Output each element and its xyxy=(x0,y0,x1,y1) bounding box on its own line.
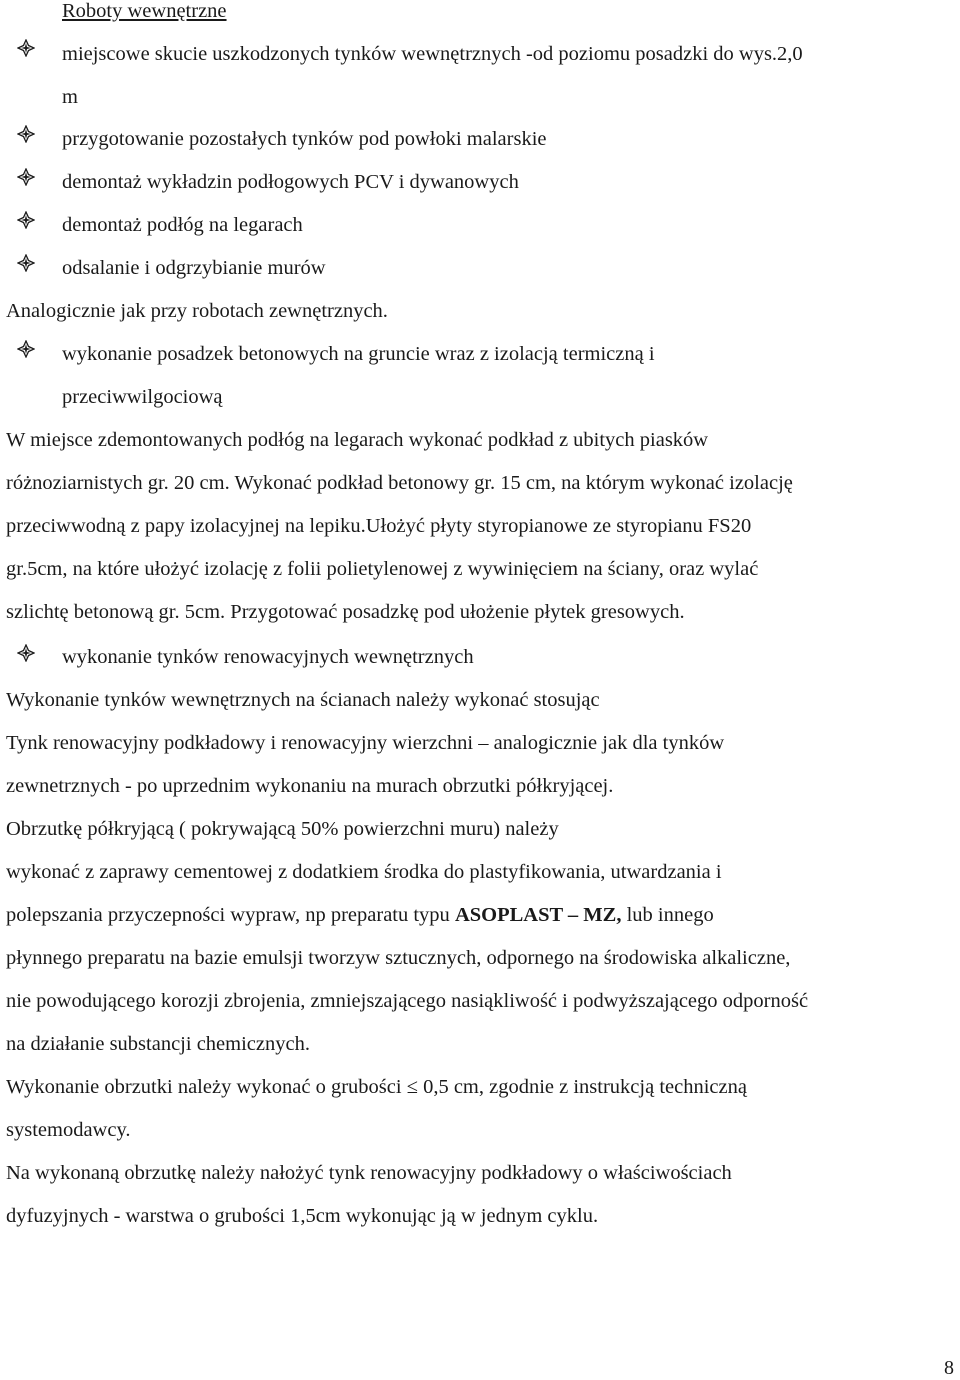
paragraph-2-line: zewnetrznych - po uprzednim wykonaniu na murach obrzutki półkryjącej. xyxy=(6,775,614,797)
section-heading: Roboty wewnętrzne xyxy=(62,0,227,22)
paragraph-2-line: Wykonanie tynków wewnętrznych na ścianach należy wykonać stosując xyxy=(6,689,600,711)
paragraph-3-line xyxy=(6,1075,747,1099)
paragraph-1-line: szlichtę betonową gr. 5cm. Przygotować posadzkę pod ułożenie płytek gresowych. xyxy=(6,601,685,623)
analog-note: Analogicznie jak przy robotach zewnętrznych. xyxy=(6,300,388,322)
paragraph-1-line: różnoziarnistych gr. 20 cm. Wykonać podkład betonowy gr. 15 cm, na którym wykonać izolację xyxy=(6,472,793,494)
paragraph-2-line: płynnego preparatu na bazie emulsji tworzyw sztucznych, odpornego na środowiska alkaliczne, xyxy=(6,947,791,969)
bullet-item-4: demontaż podłóg na legarach xyxy=(62,214,303,236)
paragraph-2-text: polepszania przyczepności wypraw, np preparatu typu xyxy=(6,904,455,926)
bullet-item-1-line-1: miejscowe skucie uszkodzonych tynków wewnętrznych -od poziomu posadzki do wys.2,0 xyxy=(62,43,803,65)
four-diamond-bullet-icon xyxy=(17,125,35,143)
paragraph-3-text: 0,5 cm, zgodnie z instrukcją techniczną xyxy=(417,1076,747,1098)
four-diamond-bullet-icon xyxy=(17,39,35,57)
four-diamond-bullet-icon xyxy=(17,644,35,662)
paragraph-2-line: nie powodującego korozji zbrojenia, zmniejszającego nasiąkliwość i podwyższającego odporność xyxy=(6,990,809,1012)
four-diamond-bullet-icon xyxy=(17,254,35,272)
bullet-item-2: przygotowanie pozostałych tynków pod powłoki malarskie xyxy=(62,128,547,150)
bullet-item-6-line-2: przeciwwilgociową xyxy=(62,386,223,408)
bullet-item-1-line-2: m xyxy=(62,86,78,108)
product-name: ASOPLAST – MZ, xyxy=(454,904,622,926)
paragraph-2-line: Tynk renowacyjny podkładowy i renowacyjny wierzchni – analogicznie jak dla tynków xyxy=(6,732,725,754)
bullet-item-6-line-1: wykonanie posadzek betonowych na gruncie wraz z izolacją termiczną i xyxy=(62,343,655,365)
less-or-equal-symbol: ≤ xyxy=(406,1076,418,1098)
paragraph-3-text: Wykonanie obrzutki należy wykonać o grubości xyxy=(6,1076,407,1098)
paragraph-1-line: przeciwwodną z papy izolacyjnej na lepiku.Ułożyć płyty styropianowe ze styropianu FS20 xyxy=(6,515,752,537)
paragraph-1-line: gr.5cm, na które ułożyć izolację z folii polietylenowej z wywinięciem na ściany, oraz wylać xyxy=(6,558,759,580)
paragraph-4-line: Na wykonaną obrzutkę należy nałożyć tynk renowacyjny podkładowy o właściwościach xyxy=(6,1162,732,1184)
four-diamond-bullet-icon xyxy=(17,340,35,358)
paragraph-2-line: na działanie substancji chemicznych. xyxy=(6,1033,310,1055)
paragraph-2-line: wykonać z zaprawy cementowej z dodatkiem środka do plastyfikowania, utwardzania i xyxy=(6,861,722,883)
paragraph-4-line: dyfuzyjnych - warstwa o grubości 1,5cm wykonując ją w jednym cyklu. xyxy=(6,1205,599,1227)
paragraph-2-line-with-product xyxy=(6,903,714,927)
bullet-item-3: demontaż wykładzin podłogowych PCV i dywanowych xyxy=(62,171,519,193)
bullet-item-5: odsalanie i odgrzybianie murów xyxy=(62,257,326,279)
four-diamond-bullet-icon xyxy=(17,168,35,186)
paragraph-2-line: Obrzutkę półkryjącą ( pokrywającą 50% powierzchni muru) należy xyxy=(6,818,559,840)
four-diamond-bullet-icon xyxy=(17,211,35,229)
page-number: 8 xyxy=(944,1357,954,1379)
paragraph-1-line: W miejsce zdemontowanych podłóg na legarach wykonać podkład z ubitych piasków xyxy=(6,429,709,451)
paragraph-2-text: lub innego xyxy=(621,904,714,926)
bullet-item-7: wykonanie tynków renowacyjnych wewnętrznych xyxy=(62,646,474,668)
paragraph-3-line: systemodawcy. xyxy=(6,1119,131,1141)
